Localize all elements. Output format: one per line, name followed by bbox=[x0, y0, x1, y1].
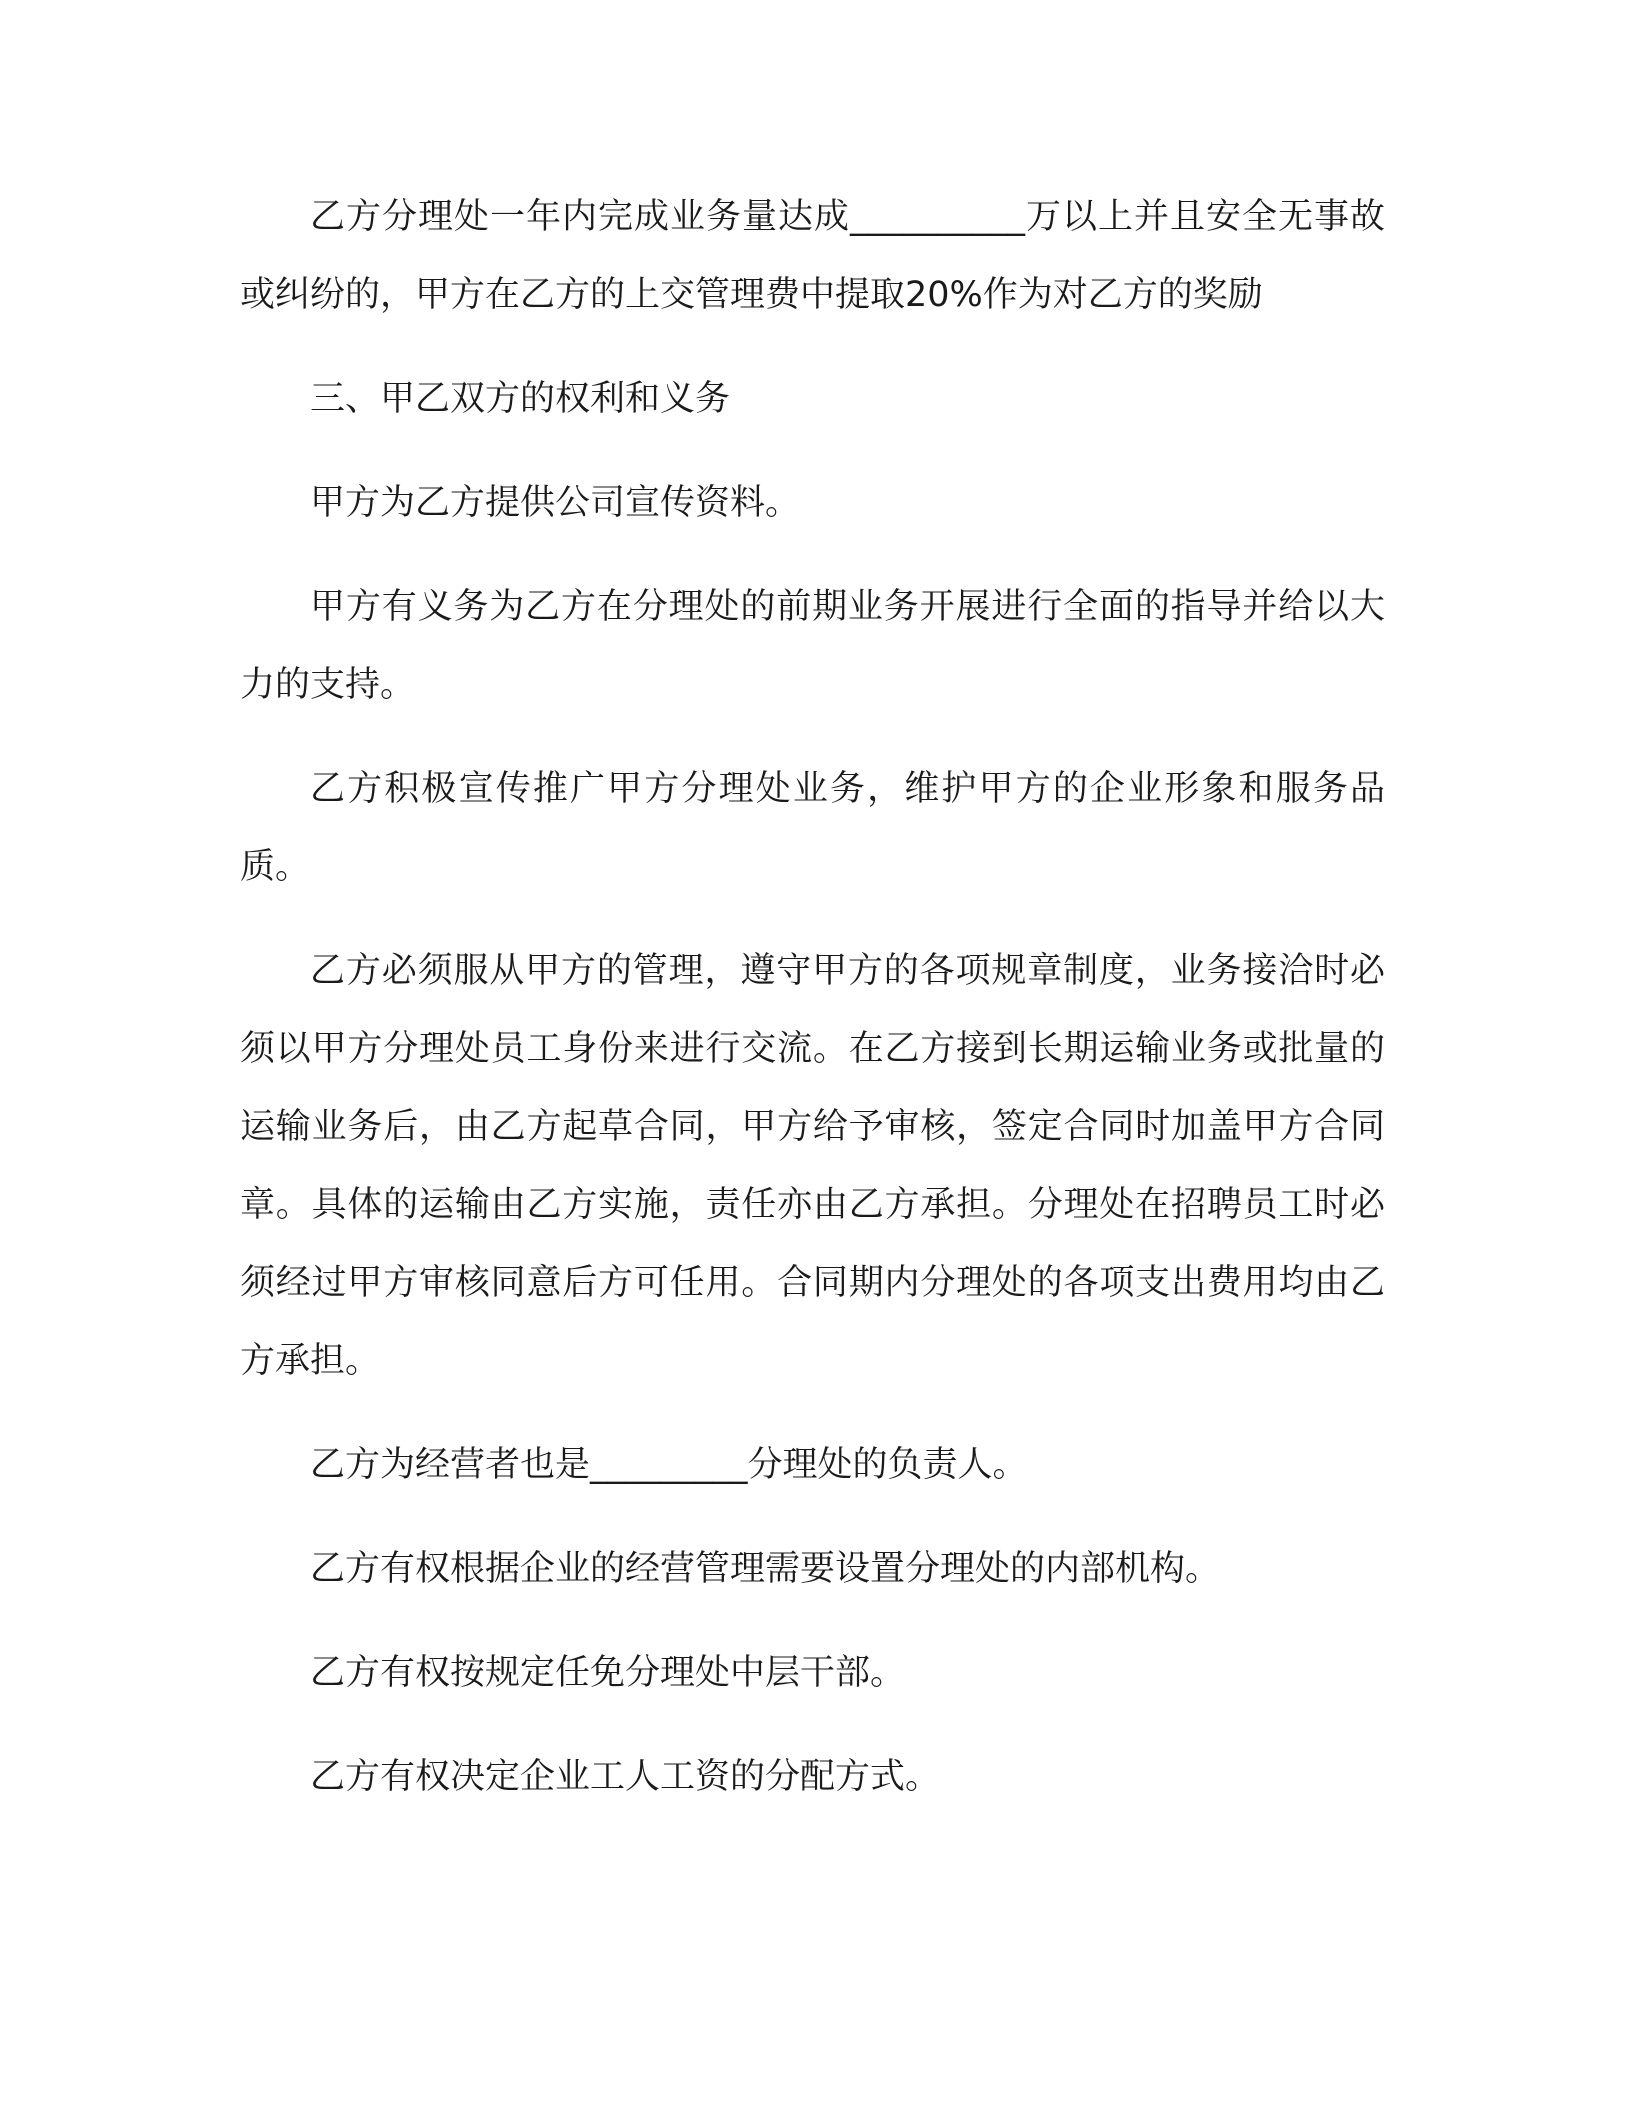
document-body bbox=[240, 178, 1385, 1842]
paragraph-internal-structure: 乙方有权根据企业的经营管理需要设置分理处的内部机构。 bbox=[310, 1549, 1221, 1589]
paragraph-wage-distribution: 乙方有权决定企业工人工资的分配方式。 bbox=[310, 1757, 941, 1797]
paragraph-promo-materials: 甲方为乙方提供公司宣传资料。 bbox=[310, 483, 801, 523]
paragraph-promotion-image: 乙方积极宣传推广甲方分理处业务，维护甲方的企业形象和服务品质。 bbox=[240, 769, 1385, 887]
paragraph-appoint-cadres: 乙方有权按规定任免分理处中层干部。 bbox=[310, 1653, 906, 1693]
paragraph-management-compliance: 乙方必须服从甲方的管理，遵守甲方的各项规章制度，业务接洽时必须以甲方分理处员工身份来进行交流。在乙方接到长期运输业务或批量的运输业务后，由乙方起草合同，甲方给予审核，签定合同时加盖甲方合同章。具体的运输由乙方实施，责任亦由乙方承担。分理处在招聘员工时必须经过甲方审核同意后方可任用。合同期内分理处的各项支出费用均由乙方承担。 bbox=[240, 951, 1385, 1381]
section-heading-rights-obligations: 三、甲乙双方的权利和义务 bbox=[310, 379, 731, 419]
paragraph-guidance-support: 甲方有义务为乙方在分理处的前期业务开展进行全面的指导并给以大力的支持。 bbox=[240, 587, 1385, 705]
paragraph-operator-responsible: 乙方为经营者也是_________分理处的负责人。 bbox=[310, 1445, 1028, 1485]
paragraph-reward-clause: 乙方分理处一年内完成业务量达成__________万以上并且安全无事故或纠纷的，甲方在乙方的上交管理费中提取20%作为对乙方的奖励 bbox=[240, 197, 1385, 315]
